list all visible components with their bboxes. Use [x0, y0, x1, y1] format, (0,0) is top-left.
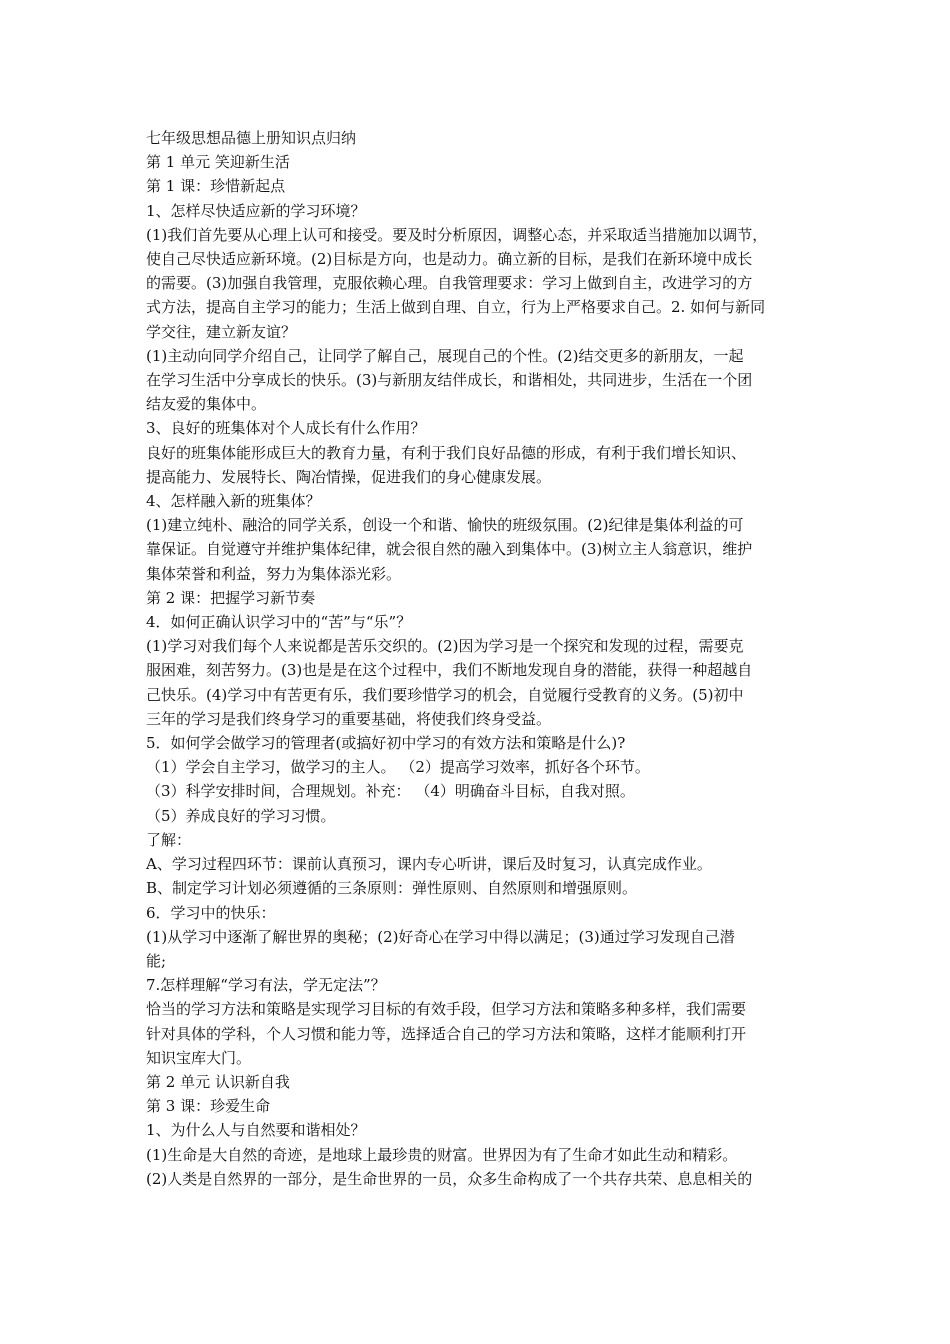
text-line: 学交往，建立新友谊？	[146, 322, 297, 341]
text-line: 己快乐。(4)学习中有苦更有乐，我们要珍惜学习的机会，自觉履行受教育的义务。(5)初中	[146, 685, 744, 704]
text-line: 了解：	[146, 830, 192, 849]
text-line: 1、为什么人与自然要和谐相处？	[146, 1121, 366, 1140]
text-line: 4．如何正确认识学习中的“苦”与“乐”？	[146, 613, 412, 632]
text-line: 3、良好的班集体对个人成长有什么作用？	[146, 419, 426, 438]
text-line: 第 1 单元 笑迎新生活	[146, 153, 290, 172]
text-line: （3）科学安排时间，合理规划。补充： （4）明确奋斗目标，自我对照。	[146, 782, 635, 801]
text-line: (2)人类是自然界的一部分，是生命世界的一员，众多生命构成了一个共存共荣、息息相关的	[146, 1169, 753, 1188]
text-line: 的需要。(3)加强自我管理，克服依赖心理。自我管理要求：学习上做到自主，改进学习的方	[146, 274, 753, 293]
text-line: 第 2 课：把握学习新节奏	[146, 588, 316, 607]
text-line: 第 2 单元 认识新自我	[146, 1072, 290, 1091]
text-line: A、学习过程四环节：课前认真预习，课内专心听讲，课后及时复习，认真完成作业。	[146, 855, 712, 874]
text-line: 知识宝库大门。	[146, 1048, 252, 1067]
text-line: 1、怎样尽快适应新的学习环境？	[146, 201, 366, 220]
text-line: （1）学会自主学习，做学习的主人。 （2）提高学习效率，抓好各个环节。	[146, 758, 650, 777]
text-line: 提高能力、发展特长、陶冶情操，促进我们的身心健康发展。	[146, 467, 552, 486]
text-line: 靠保证。自觉遵守并维护集体纪律，就会很自然的融入到集体中。(3)树立主人翁意识，维护	[146, 540, 753, 559]
text-line: 七年级思想品德上册知识点归纳	[146, 129, 357, 147]
text-line: 6．学习中的快乐：	[146, 903, 276, 922]
document-page	[146, 126, 816, 1191]
text-line: 使自己尽快适应新环境。(2)目标是方向，也是动力。确立新的目标，是我们在新环境中成长	[146, 250, 753, 269]
text-line: (1)建立纯朴、融洽的同学关系，创设一个和谐、愉快的班级氛围。(2)纪律是集体利益的可	[146, 516, 744, 535]
text-line: 恰当的学习方法和策略是实现学习目标的有效手段，但学习方法和策略多种多样，我们需要	[146, 1000, 747, 1019]
text-line: B、制定学习计划必须遵循的三条原则：弹性原则、自然原则和增强原则。	[146, 879, 638, 898]
text-line: 服困难，刻苦努力。(3)也是是在这个过程中，我们不断地发现自身的潜能，获得一种超越自	[146, 661, 753, 680]
text-line: (1)从学习中逐渐了解世界的奥秘；(2)好奇心在学习中得以满足；(3)通过学习发现自己潜	[146, 927, 735, 946]
text-line: 结友爱的集体中。	[146, 395, 267, 414]
text-line: 在学习生活中分享成长的快乐。(3)与新朋友结伴成长，和谐相处，共同进步，生活在一个团	[146, 371, 753, 390]
text-line: 能;	[146, 951, 167, 970]
text-line: (1)生命是大自然的奇迹，是地球上最珍贵的财富。世界因为有了生命才如此生动和精彩。	[146, 1145, 738, 1164]
text-line: (1)我们首先要从心理上认可和接受。要及时分析原因，调整心态，并采取适当措施加以调节，	[146, 225, 768, 244]
text-line: 式方法，提高自主学习的能力；生活上做到自理、自立，行为上严格要求自己。2. 如何与新同	[146, 298, 766, 317]
text-line: (1)学习对我们每个人来说都是苦乐交织的。(2)因为学习是一个探究和发现的过程，需要克	[146, 637, 744, 656]
text-line: 5．如何学会做学习的管理者(或搞好初中学习的有效方法和策略是什么)?	[146, 734, 626, 753]
text-line: (1)主动向同学介绍自己，让同学了解自己，展现自己的个性。(2)结交更多的新朋友，一起	[146, 346, 744, 365]
text-line: 7.怎样理解“学习有法，学无定法”？	[146, 976, 386, 995]
text-line: 第 1 课：珍惜新起点	[146, 177, 286, 196]
text-line: 针对具体的学科，个人习惯和能力等，选择适合自己的学习方法和策略，这样才能顺利打开	[146, 1024, 747, 1043]
text-line: 集体荣誉和利益，努力为集体添光彩。	[146, 564, 402, 583]
text-line: 三年的学习是我们终身学习的重要基础，将使我们终身受益。	[146, 709, 552, 728]
text-line: （5）养成良好的学习习惯。	[146, 806, 336, 825]
text-line: 4、怎样融入新的班集体？	[146, 492, 321, 511]
text-line: 良好的班集体能形成巨大的教育力量，有利于我们良好品德的形成，有利于我们增长知识、	[146, 443, 747, 462]
text-line: 第 3 课：珍爱生命	[146, 1097, 271, 1116]
